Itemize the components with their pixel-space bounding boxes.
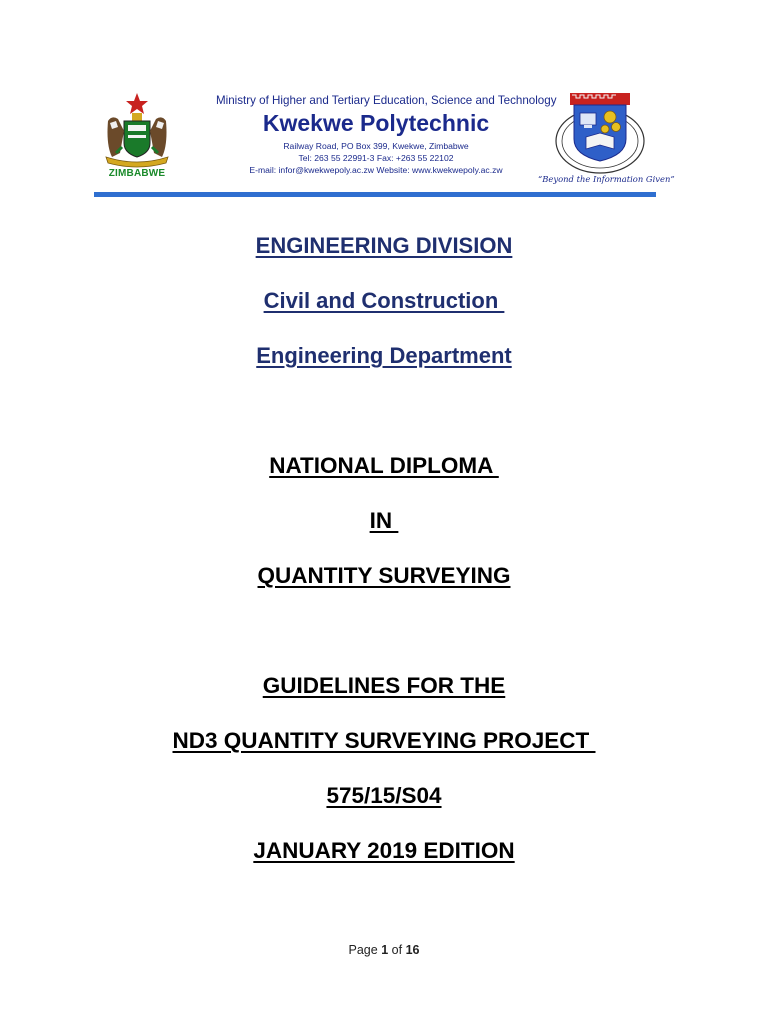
division-title: ENGINEERING DIVISION: [255, 233, 513, 258]
letterhead-divider: [94, 192, 656, 197]
department-title-line-2: Engineering Department: [256, 343, 512, 368]
email-website: E-mail: infor@kwekwepoly.ac.zw Website: www.kwekwepoly.ac.zw: [249, 165, 503, 175]
kwekwe-polytechnic-crest-icon: [550, 91, 650, 175]
department-title-line-1: Civil and Construction: [263, 288, 505, 313]
edition-label: JANUARY 2019 EDITION: [253, 838, 515, 863]
current-page-number: 1: [381, 943, 389, 957]
course-code: 575/15/S04: [326, 783, 442, 808]
ministry-name: Ministry of Higher and Tertiary Education, Science and Technology: [216, 94, 557, 107]
of-word: of: [391, 943, 403, 957]
coat-of-arms-label: ZIMBABWE: [108, 168, 166, 179]
programme-line-2: IN: [369, 508, 399, 533]
programme-line-1: NATIONAL DIPLOMA: [269, 453, 499, 478]
phone-fax: Tel: 263 55 22991-3 Fax: +263 55 22102: [298, 153, 454, 163]
total-page-count: 16: [405, 943, 420, 957]
document-title-line-2: ND3 QUANTITY SURVEYING PROJECT: [172, 728, 596, 753]
page-word: Page: [348, 943, 378, 957]
document-title-line-1: GUIDELINES FOR THE: [262, 673, 506, 698]
zimbabwe-coat-of-arms-icon: [94, 91, 180, 179]
institution-name: Kwekwe Polytechnic: [262, 110, 490, 136]
postal-address: Railway Road, PO Box 399, Kwekwe, Zimbabwe: [283, 141, 469, 151]
programme-line-3: QUANTITY SURVEYING: [257, 563, 511, 588]
letterhead: [94, 88, 675, 200]
institution-motto: “Beyond the Information Given”: [538, 174, 675, 184]
page-number-footer: [0, 943, 768, 957]
